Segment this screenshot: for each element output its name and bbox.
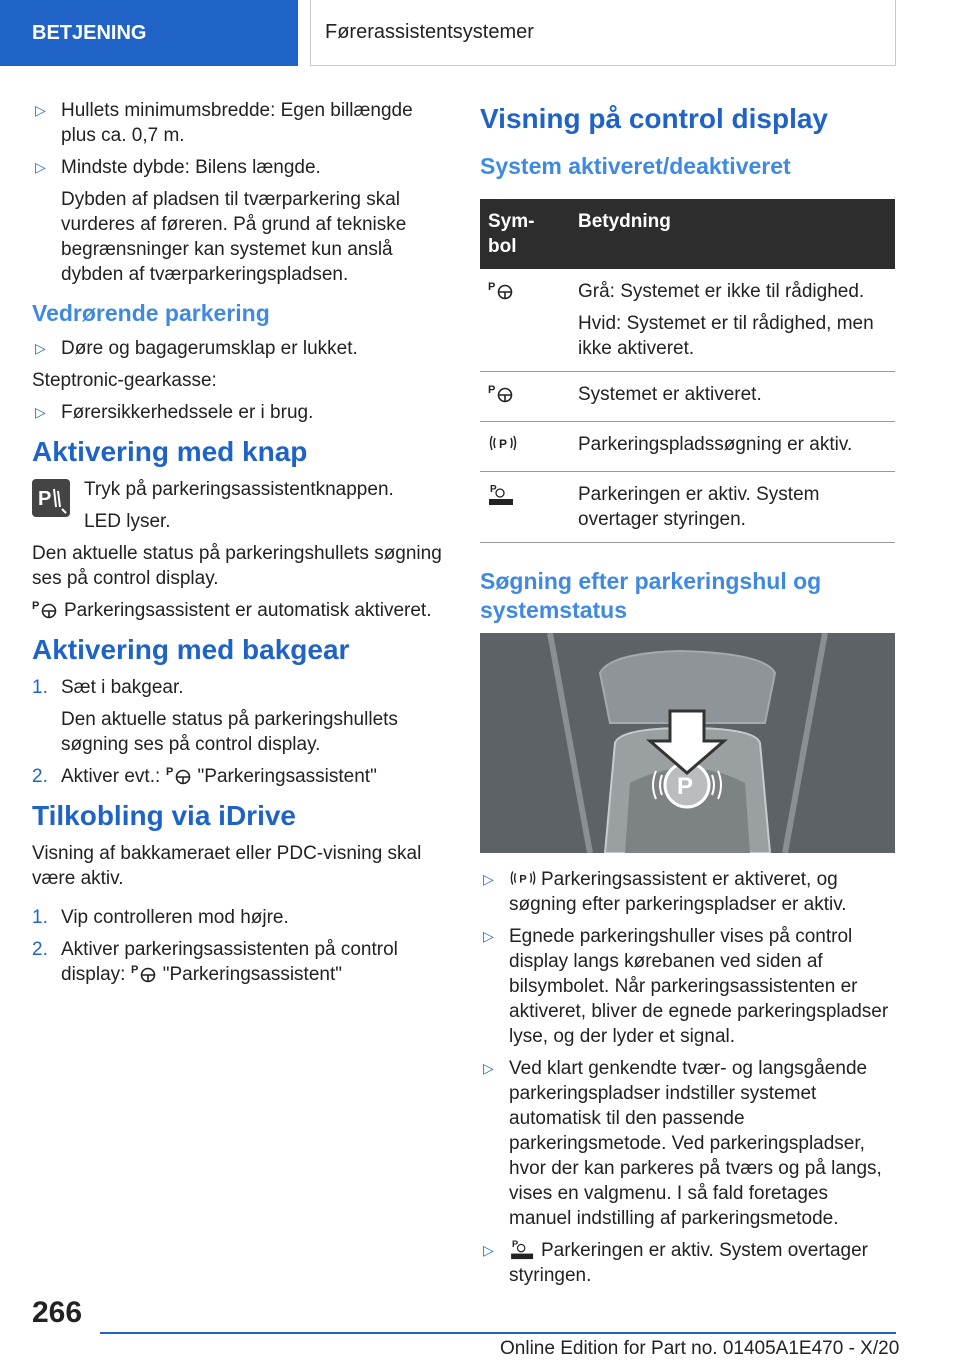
- chapter-title: Førerassistentsystemer: [325, 21, 534, 43]
- parking-button-icon: [32, 479, 70, 517]
- triangle-bullet-icon: ▷: [35, 404, 46, 420]
- svg-text:P: P: [499, 437, 508, 451]
- knap-step: Tryk på parkeringsassistentknappen.: [84, 479, 394, 500]
- parking-search-icon: [509, 867, 537, 889]
- triangle-bullet-icon: ▷: [483, 928, 494, 944]
- triangle-bullet-icon: ▷: [35, 159, 46, 175]
- table-header-meaning: Betydning: [570, 199, 895, 269]
- idrive-text: Visning af bakkameraet eller PDC-visning skal være aktiv.: [32, 843, 422, 889]
- parking-assistant-icon: [32, 598, 60, 620]
- svg-text:P: P: [488, 384, 496, 396]
- list-item: 1. Sæt i bakgear.: [32, 677, 184, 698]
- button-instruction: [32, 477, 442, 541]
- parking-search-icon: [488, 432, 518, 454]
- heading-bakgear: Aktivering med bakgear: [32, 634, 350, 665]
- svg-text:P: P: [490, 484, 497, 495]
- steptronic-label: Steptronic-gearkasse:: [32, 370, 217, 391]
- control-display-image: [480, 633, 895, 853]
- knap-led: LED lyser.: [84, 511, 171, 532]
- svg-text:P: P: [165, 766, 173, 778]
- symbol-table: [480, 199, 895, 543]
- list-item: ▷ Døre og bagagerumsklap er lukket.: [32, 336, 442, 361]
- list-item: 2. Aktiver evt.: P "Parkeringsassistent": [32, 766, 377, 787]
- parking-auto-icon: [488, 482, 516, 506]
- table-row: P Parkeringen er aktiv. System overtager styringen.: [480, 472, 895, 543]
- list-item: ▷ Egnede parkeringshuller vises på control display langs kørebanen ved siden af bilsymbolet. Når parkeringsassistenten er aktiveret, bliver de egnede parkeringspladser lyse, og der lyder et signal.: [480, 924, 895, 1049]
- parking-auto-icon: [509, 1238, 537, 1260]
- section-tab: [0, 0, 298, 66]
- list-item: ▷ P Parkeringsassistent er aktiveret, og søgning efter parkeringspladser er aktiv.: [480, 867, 895, 917]
- triangle-bullet-icon: ▷: [483, 1242, 494, 1258]
- svg-text:P: P: [677, 773, 694, 800]
- list-item: ▷ Hullets minimumsbredde: Egen billængde plus ca. 0,7 m.: [32, 98, 442, 148]
- list-item: 1. Vip controlleren mod højre.: [32, 907, 289, 928]
- list-item: ▷ Mindste dybde: Bilens længde.: [32, 155, 442, 180]
- left-column: [32, 98, 442, 994]
- list-subtext: Den aktuelle status på parkeringshullets søgning ses på control display.: [61, 709, 398, 755]
- svg-text:P: P: [38, 488, 52, 510]
- table-row: P Systemet er aktiveret.: [480, 372, 895, 422]
- parking-assistant-icon: [166, 764, 194, 786]
- auto-text: P Parkeringsassistent er automatisk aktiveret.: [32, 600, 432, 621]
- table-row: P Grå: Systemet er ikke til rådighed. Hvid: Systemet er til rådighed, men ikke aktiveret.: [480, 269, 895, 372]
- list-item: ▷ P Parkeringen er aktiv. System overtager styringen.: [480, 1238, 895, 1288]
- section-title: BETJENING: [32, 21, 147, 44]
- svg-text:P: P: [512, 1239, 519, 1250]
- heading-idrive: Tilkobling via iDrive: [32, 800, 297, 831]
- svg-text:P: P: [519, 873, 527, 886]
- heading-system: System aktiveret/deaktiveret: [480, 153, 791, 179]
- triangle-bullet-icon: ▷: [35, 340, 46, 356]
- svg-text:P: P: [488, 281, 496, 293]
- table-header-symbol: Sym-bol: [480, 199, 570, 269]
- status-text: Den aktuelle status på parkeringshullets søgning ses på control display.: [32, 543, 442, 589]
- parking-assistant-icon: [488, 279, 516, 301]
- heading-vedrorende: Vedrørende parkering: [32, 300, 270, 326]
- triangle-bullet-icon: ▷: [483, 1060, 494, 1076]
- list-item: ▷ Førersikkerhedssele er i brug.: [32, 400, 442, 425]
- triangle-bullet-icon: ▷: [483, 871, 494, 887]
- triangle-bullet-icon: ▷: [35, 102, 46, 118]
- heading-visning: Visning på control display: [480, 103, 828, 134]
- page-number: 266: [32, 1296, 83, 1329]
- svg-text:P: P: [130, 964, 139, 976]
- list-item: 2. Aktiver parkeringsassistenten på control display: P "Parkeringsassistent": [32, 939, 398, 985]
- parking-assistant-active-icon: [488, 382, 516, 404]
- list-item: ▷ Ved klart genkendte tvær- og langsgående parkeringspladser indstiller systemet automatisk til den passende parkeringsmetode. Ved parkeringspladser, hvor der kan parkeres på tværs og på langs, vises en valgmenu. I så fald foretages manuel indstilling af parkeringsmetode.: [480, 1056, 895, 1231]
- heading-sogning: Søgning efter parkeringshul og systemstatus: [480, 568, 822, 623]
- right-column: [480, 98, 895, 1295]
- svg-text:P: P: [32, 600, 40, 612]
- list-subtext: Dybden af pladsen til tværparkering skal vurderes af føreren. På grund af tekniske begrænsninger kan systemet kun anslå dybden af tværparkeringspladsen.: [61, 189, 407, 285]
- chapter-header: [310, 0, 896, 66]
- heading-knap: Aktivering med knap: [32, 436, 308, 467]
- parking-assistant-icon: [131, 962, 159, 984]
- table-row: P Parkeringspladssøgning er aktiv.: [480, 422, 895, 472]
- footer-divider: [100, 1332, 896, 1334]
- edition-text: Online Edition for Part no. 01405A1E470 - X/20: [500, 1338, 900, 1359]
